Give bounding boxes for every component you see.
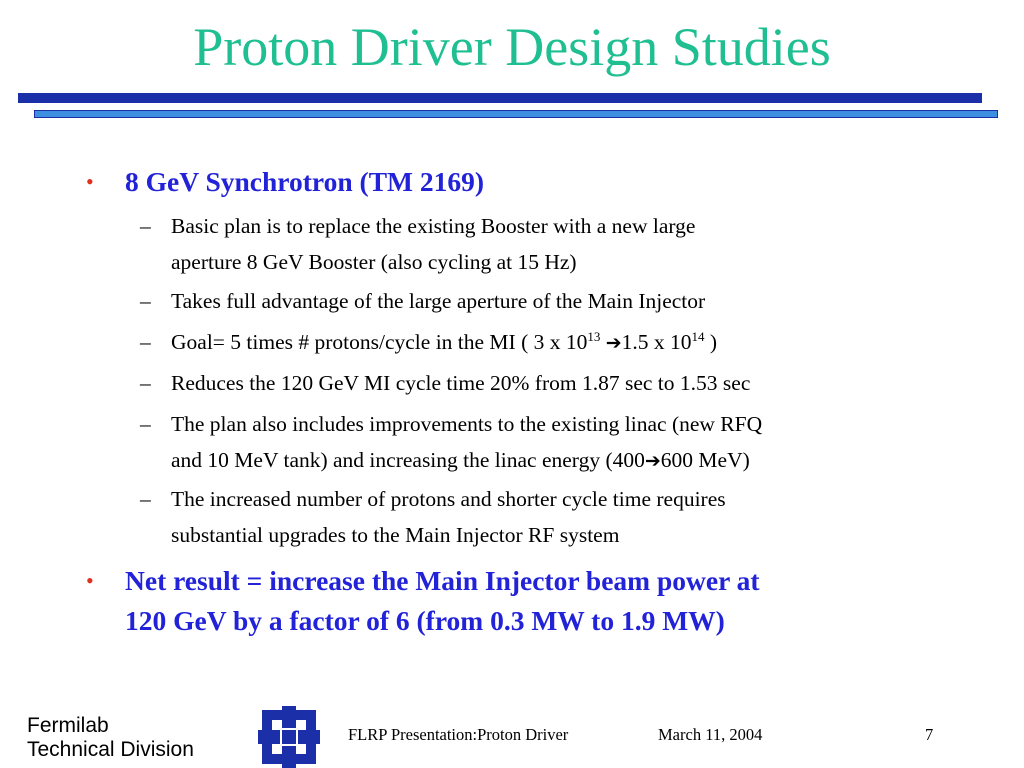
- dash-icon: –: [140, 330, 151, 354]
- dash-icon: –: [140, 412, 151, 436]
- sub-bullet-text: [171, 324, 971, 361]
- bullet-icon: •: [86, 568, 94, 593]
- dash-icon: –: [140, 371, 151, 395]
- slide-title: Proton Driver Design Studies: [193, 17, 831, 77]
- exponent: 13: [587, 329, 601, 344]
- sub-bullet-line: substantial upgrades to the Main Injector RF system: [171, 523, 620, 547]
- sub-bullet-text: [171, 481, 971, 553]
- linac-suffix: 600 MeV): [660, 448, 750, 472]
- right-arrow-icon: ➔: [605, 332, 622, 354]
- linac-prefix: and 10 MeV tank) and increasing the linac energy (400: [171, 448, 645, 472]
- dash-icon: –: [140, 214, 151, 238]
- page-number: 7: [925, 725, 934, 744]
- bullet-icon: •: [86, 169, 94, 194]
- sub-bullet-text: [171, 208, 971, 280]
- fermilab-logo-icon: [258, 706, 320, 768]
- footer-org-line: Fermilab: [27, 714, 109, 737]
- bullet-heading: [125, 561, 945, 641]
- sub-bullet-text: Reduces the 120 GeV MI cycle time 20% from 1.87 sec to 1.53 sec: [171, 371, 751, 395]
- sub-bullet-line: The plan also includes improvements to the existing linac (new RFQ: [171, 412, 763, 436]
- bullet-heading: 8 GeV Synchrotron (TM 2169): [125, 166, 485, 197]
- sub-bullet-line: Basic plan is to replace the existing Booster with a new large: [171, 214, 696, 238]
- exponent: 14: [691, 329, 705, 344]
- goal-mid: 1.5 x 10: [621, 330, 692, 354]
- sub-bullet-line: The increased number of protons and shorter cycle time requires: [171, 487, 726, 511]
- sub-bullet-line: aperture 8 GeV Booster (also cycling at 15 Hz): [171, 250, 577, 274]
- dash-icon: –: [140, 487, 151, 511]
- footer-presentation: FLRP Presentation:Proton Driver: [348, 725, 569, 744]
- sub-bullet-line: [171, 442, 971, 479]
- bullet-line: 120 GeV by a factor of 6 (from 0.3 MW to 1.9 MW): [125, 605, 725, 636]
- dash-icon: –: [140, 289, 151, 313]
- footer-organization: [27, 714, 194, 762]
- sub-bullet-text: [171, 406, 971, 479]
- right-arrow-icon: ➔: [644, 450, 661, 472]
- footer-date: March 11, 2004: [658, 725, 763, 744]
- bullet-line: Net result = increase the Main Injector beam power at: [125, 565, 760, 596]
- goal-suffix: ): [704, 330, 718, 354]
- footer-org-line: Technical Division: [27, 738, 194, 761]
- sub-bullet-text: Takes full advantage of the large aperture of the Main Injector: [171, 289, 706, 313]
- goal-prefix: Goal= 5 times # protons/cycle in the MI ( 3 x 10: [171, 330, 588, 354]
